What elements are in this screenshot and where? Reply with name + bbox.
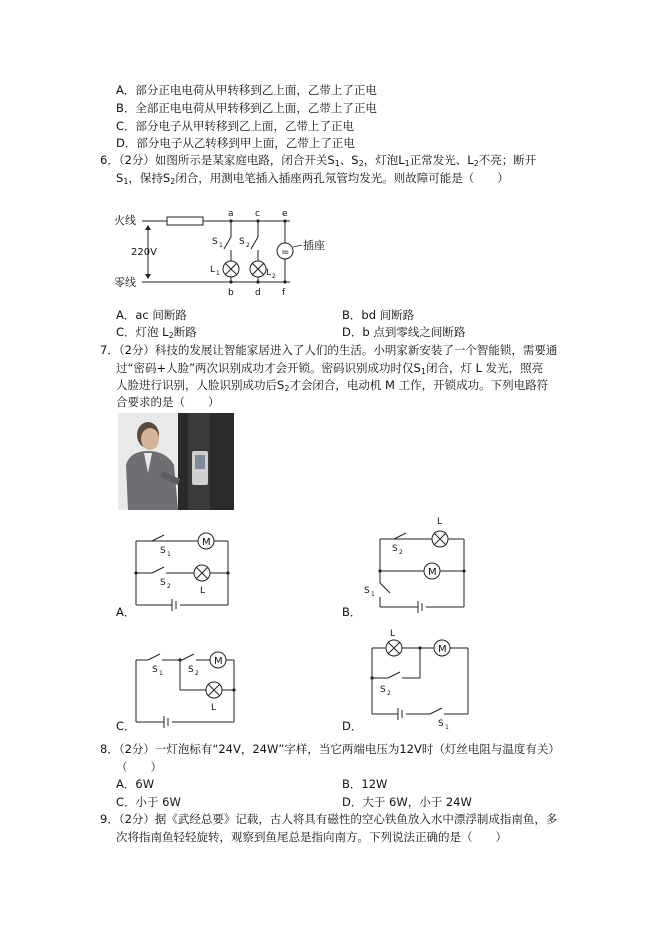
- point-e: e: [282, 209, 288, 219]
- option-text: 小于 6W: [135, 795, 181, 809]
- option-text: ac 间断路: [135, 308, 187, 322]
- socket-label: 插座: [303, 239, 325, 252]
- q6-circuit-diagram: [110, 200, 350, 305]
- switch-s2: [251, 237, 258, 249]
- q6-option-a[interactable]: [116, 308, 187, 323]
- lamp-label: L: [437, 517, 443, 527]
- option-text: 部分正电电荷从甲转移到乙上面，乙带上了正电: [135, 83, 377, 97]
- q7-circuit-b: [360, 515, 470, 610]
- q5-option-d[interactable]: [116, 136, 355, 151]
- stem-text: 据《武经总要》记载，古人将具有磁性的空心铁鱼放入水中漂浮制成指南鱼，多: [154, 812, 558, 826]
- switch-s1: [224, 237, 231, 249]
- fuse: [167, 217, 203, 225]
- q7-stem-line1: [100, 343, 557, 358]
- l1-sub: 1: [216, 270, 220, 277]
- q5-option-c[interactable]: [116, 119, 354, 134]
- q7-stem-line4: [116, 395, 220, 410]
- s2-sub: 2: [246, 242, 250, 249]
- s2-label: S: [160, 578, 166, 588]
- s2-label: S: [188, 665, 194, 675]
- l1-label: L: [210, 265, 216, 275]
- point-a: a: [228, 209, 234, 219]
- point-c: c: [255, 209, 260, 219]
- question-score: （2分）: [118, 343, 155, 357]
- subscript: 2: [284, 384, 290, 393]
- option-letter: B．: [116, 101, 136, 115]
- option-text: 大于 6W，小于 24W: [362, 795, 472, 809]
- stem-text: 才会闭合，电动机 M 工作，开锁成功。下列电路符: [289, 378, 549, 392]
- question-number: 8．: [100, 742, 119, 756]
- option-text: 断路: [173, 325, 197, 339]
- motor-label: M: [214, 656, 223, 667]
- subscript: 2: [358, 159, 364, 168]
- stem-text: 、S: [339, 153, 359, 167]
- q6-option-d[interactable]: [342, 325, 465, 340]
- point-d: d: [255, 288, 261, 298]
- live-wire-label: 火线: [114, 214, 136, 227]
- option-text: 6W: [135, 777, 155, 791]
- stem-text: 正常发光、L: [409, 153, 474, 167]
- option-text: 灯泡 L: [135, 325, 169, 339]
- point-b: b: [228, 288, 234, 298]
- s1-label: S: [438, 719, 444, 729]
- subscript: 1: [334, 159, 340, 168]
- option-text: bd 间断路: [361, 308, 415, 322]
- stem-text: 人脸进行识别，人脸识别成功后S: [116, 378, 285, 392]
- subscript: 2: [168, 331, 174, 340]
- q7-option-d-label[interactable]: D．: [342, 719, 363, 733]
- question-score: （2分）: [118, 153, 155, 167]
- option-letter: C．: [116, 119, 136, 133]
- subscript: 1: [123, 177, 129, 186]
- s1-label: S: [152, 665, 158, 675]
- s1-sub: 1: [219, 242, 223, 249]
- point-f: f: [282, 288, 286, 298]
- question-score: （2分）: [118, 812, 155, 826]
- stem-text: 合要求的是（ ）: [116, 395, 220, 409]
- q7-circuit-a: [132, 535, 232, 610]
- lamp-label: L: [211, 703, 217, 713]
- subscript: 2: [170, 177, 176, 186]
- s2-sub: 2: [167, 583, 171, 590]
- stem-text: 闭合，用测电笔插入插座两孔氖管均发光。则故障可能是（ ）: [175, 171, 509, 185]
- q5-option-b[interactable]: [116, 101, 377, 116]
- q8-blank: （ ）: [116, 760, 162, 774]
- s1-label: S: [160, 546, 166, 556]
- motor-label: M: [438, 644, 447, 655]
- s2-sub: 2: [399, 549, 403, 556]
- stem-text: 科技的发展让智能家居进入了人们的生活。小明家新安装了一个智能锁，需要通: [154, 343, 558, 357]
- option-letter: C．: [116, 795, 136, 809]
- q7-option-a-label[interactable]: A．: [116, 605, 136, 619]
- subscript: 1: [420, 367, 426, 376]
- q6-option-c[interactable]: [116, 325, 197, 343]
- option-letter: C．: [116, 325, 136, 339]
- option-letter: B．: [342, 308, 362, 322]
- q7-option-c-label[interactable]: C．: [116, 719, 136, 733]
- s2-sub: 2: [195, 670, 199, 677]
- subscript: 2: [473, 159, 479, 168]
- s2-label: S: [239, 237, 245, 247]
- stem-text: 一灯泡标有“24V，24W”字样，当它两端电压为12V时（灯丝电阻与温度有关）: [154, 742, 560, 756]
- option-letter: D．: [116, 136, 137, 150]
- question-number: 6．: [100, 153, 119, 167]
- socket-glyph: =: [281, 247, 290, 258]
- voltage-label: 220V: [131, 247, 157, 258]
- stem-text: ，灯泡L: [363, 153, 405, 167]
- q7-stem-line3: [116, 378, 548, 396]
- s1-label: S: [212, 237, 218, 247]
- s2-label: S: [392, 544, 398, 554]
- stem-text: 如图所示是某家庭电路，闭合开关S: [154, 153, 335, 167]
- q8-option-b[interactable]: [342, 777, 387, 792]
- q8-option-d[interactable]: [342, 795, 472, 810]
- option-letter: D．: [342, 795, 363, 809]
- l2-sub: 2: [272, 273, 276, 280]
- question-number: 7．: [100, 343, 119, 357]
- stem-text: S: [116, 171, 124, 185]
- neutral-wire-label: 零线: [114, 276, 136, 289]
- q8-option-c[interactable]: [116, 795, 181, 810]
- option-text: 12W: [361, 777, 388, 791]
- q9-stem-line2: 次将指南鱼轻轻旋转，观察到鱼尾总是指向南方。下列说法正确的是（ ）: [116, 830, 507, 844]
- q7-stem-line2: [116, 361, 543, 379]
- q6-option-b[interactable]: [342, 308, 414, 323]
- q9-stem-line1: [100, 812, 557, 827]
- stem-text: 闭合，灯 L 发光，照亮: [425, 361, 544, 375]
- q6-stem-line2: [116, 171, 509, 189]
- q8-option-a[interactable]: [116, 777, 154, 792]
- s1-sub: 1: [371, 591, 375, 598]
- q5-option-a[interactable]: [116, 83, 377, 98]
- option-text: 全部正电电荷从甲转移到乙上面，乙带上了正电: [135, 101, 377, 115]
- option-letter: A．: [116, 83, 136, 97]
- s1-sub: 1: [167, 551, 171, 558]
- lamp-label: L: [390, 629, 396, 639]
- option-text: b 点到零线之间断路: [362, 325, 466, 339]
- q6-stem-line1: [100, 153, 536, 171]
- s1-sub: 1: [445, 724, 449, 731]
- option-letter: A．: [116, 777, 136, 791]
- s2-sub: 2: [387, 690, 391, 697]
- subscript: 1: [404, 159, 410, 168]
- stem-text: 过“密码+人脸”两次识别成功才会开锁。密码识别成功时仅S: [116, 361, 421, 375]
- stem-text: 不亮；断开: [478, 153, 537, 167]
- stem-text: ，保持S: [128, 171, 171, 185]
- question-score: （2分）: [118, 742, 155, 756]
- option-text: 部分电子从甲转移到乙上面，乙带上了正电: [135, 119, 355, 133]
- option-letter: A．: [116, 308, 136, 322]
- question-number: 9．: [100, 812, 119, 826]
- s2-label: S: [380, 685, 386, 695]
- option-letter: B．: [342, 777, 362, 791]
- q7-circuit-c: [130, 648, 240, 726]
- motor-label: M: [428, 567, 437, 578]
- motor-label: M: [202, 537, 211, 548]
- s1-sub: 1: [159, 670, 163, 677]
- option-text: 部分电子从乙转移到甲上面，乙带上了正电: [136, 136, 355, 150]
- option-letter: D．: [342, 325, 363, 339]
- l2-label: L: [266, 268, 272, 278]
- lamp-label: L: [200, 586, 206, 596]
- s1-label: S: [364, 586, 370, 596]
- q8-stem-line1: [100, 742, 560, 757]
- q7-option-b-label[interactable]: B．: [342, 605, 362, 619]
- q7-circuit-d: [360, 629, 475, 731]
- smart-lock-photo: [118, 413, 234, 510]
